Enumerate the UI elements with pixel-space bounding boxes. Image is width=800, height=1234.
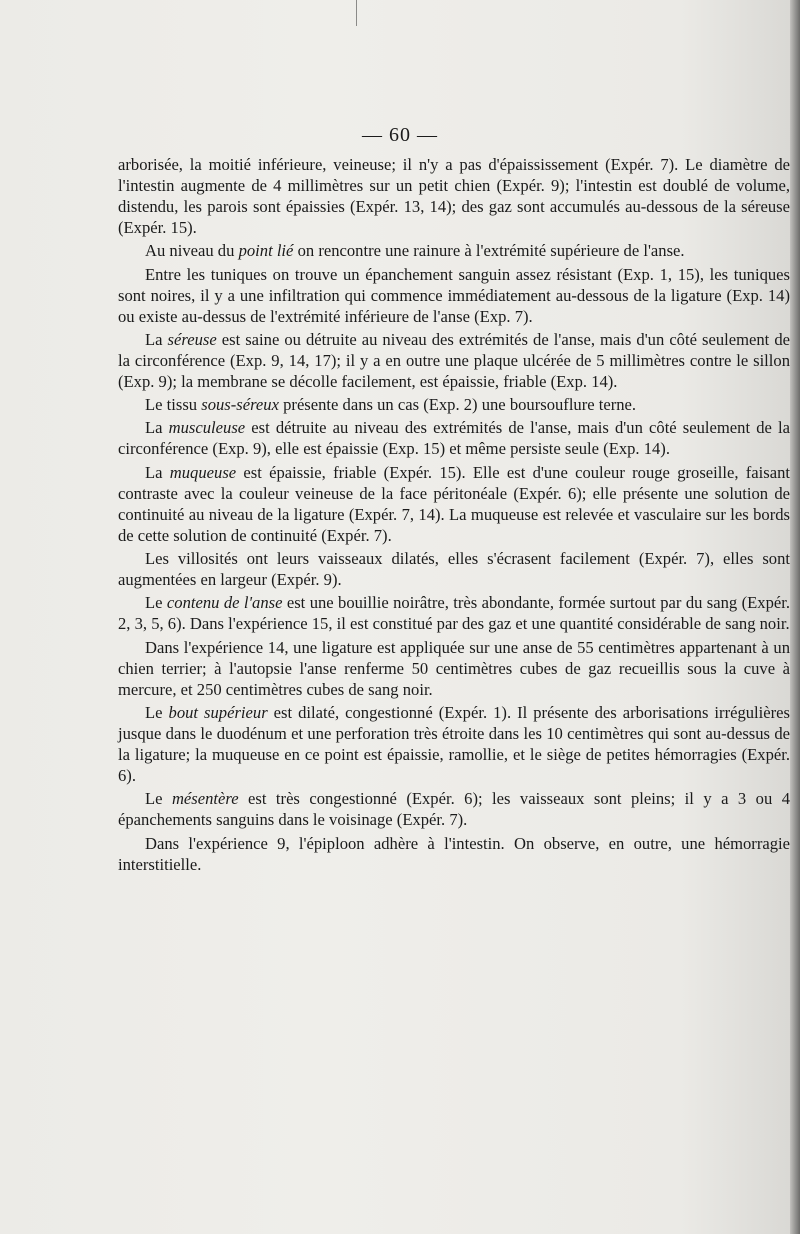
- paragraph: [118, 264, 790, 327]
- italic-term: bout supérieur: [168, 702, 268, 722]
- paragraph: [118, 592, 790, 634]
- paragraph: [118, 702, 790, 786]
- text-run: est épaissie, friable (Expér. 15). Elle est d'une couleur rouge groseille, faisant contraste avec la couleur veineuse de la face péritonéale (Expér. 6); elle présente une solution de continuité au niveau de la ligature (Expér. 7, 14). La muqueuse est relevée et vasculaire sur les bords de cette solution de continuité (Expér. 7).: [118, 462, 790, 545]
- paragraph: [118, 394, 790, 415]
- text-run: est une bouillie noirâtre, très abondante, formée surtout par du sang (Expér. 2, 3, 5, 6). Dans l'expérience 15, il est constitué par des gaz et une quantité considérable de sang noir.: [118, 593, 791, 634]
- text-run: Le: [145, 702, 169, 722]
- italic-term: contenu de l'anse: [166, 593, 283, 613]
- text-run: La: [145, 462, 170, 482]
- text-run: est dilaté, congestionné (Expér. 1). Il présente des arborisations irrégulières jusque dans le duodénum et une perforation très étroite dans les 10 centimètres qui sont au-dessus de la ligature; la muqueuse en ce point est épaissie, ramollie, et le siège de petites hémorragies (Expér. 6).: [118, 702, 790, 785]
- italic-term: mésentère: [171, 789, 239, 809]
- text-run: Le: [145, 593, 167, 613]
- page-edge-shadow: [790, 0, 800, 1234]
- italic-term: musculeuse: [168, 418, 246, 438]
- text-run: arborisée, la moitié inférieure, veineuse; il n'y a pas d'épaississement (Expér. 7). Le diamètre de l'intestin augmente de 4 millimètres sur un petit chien (Expér. 9); l'intestin est doublé de volume, distendu, les parois sont épaissies (Expér. 13, 14); des gaz sont accumulés au-dessous de la séreuse (Expér. 15).: [118, 155, 790, 237]
- text-run: est saine ou détruite au niveau des extrémités de l'anse, mais d'un côté seulement de la circonférence (Exp. 9, 14, 17); il y a en outre une plaque ulcérée de 5 millimètres contre le sillon (Exp. 9); la membrane se décolle facilement, est épaissie, friable (Exp. 14).: [118, 329, 790, 391]
- paragraph: [118, 548, 790, 590]
- paragraph: [118, 417, 790, 459]
- italic-term: séreuse: [167, 329, 217, 349]
- paragraph: [118, 154, 790, 238]
- scan-fold-line: [356, 0, 357, 26]
- paragraph: [118, 462, 790, 546]
- text-run: on rencontre une rainure à l'extrémité supérieure de l'anse.: [293, 241, 685, 261]
- text-run: présente dans un cas (Exp. 2) une boursouflure terne.: [278, 395, 637, 415]
- italic-term: sous-séreux: [201, 395, 279, 415]
- text-run: Le tissu: [145, 395, 202, 415]
- text-run: Dans l'expérience 14, une ligature est appliquée sur une anse de 55 centimètres appartenant à un chien terrier; à l'autopsie l'anse renferme 50 centimètres cubes de gaz recueillis sous la cuve à mercure, et 250 centimètres cubes de sang noir.: [118, 637, 790, 699]
- paragraph: [118, 788, 790, 830]
- text-run: Entre les tuniques on trouve un épanchement sanguin assez résistant (Exp. 1, 15), les tuniques sont noires, il y a une infiltration qui commence immédiatement au-dessous de la ligature (Exp. 14) ou existe au-dessus de l'extrémité inférieure de l'anse (Exp. 7).: [118, 264, 790, 326]
- text-run: Au niveau du: [145, 241, 239, 261]
- text-run: La: [145, 329, 168, 349]
- text-run: Le: [145, 789, 172, 809]
- text-run: est très congestionné (Expér. 6); les vaisseaux sont pleins; il y a 3 ou 4 épanchements sanguins dans le voisinage (Expér. 7).: [118, 789, 790, 830]
- paragraph: [118, 637, 790, 700]
- text-run: Les villosités ont leurs vaisseaux dilatés, elles s'écrasent facilement (Expér. 7), elles sont augmentées en largeur (Expér. 9).: [118, 549, 790, 590]
- paragraph: [118, 329, 790, 392]
- text-run: Dans l'expérience 9, l'épiploon adhère à l'intestin. On observe, en outre, une hémorragie interstitielle.: [118, 833, 790, 874]
- paragraph: [118, 833, 790, 875]
- body-text: [118, 154, 790, 877]
- text-run: La: [145, 418, 169, 438]
- text-run: est détruite au niveau des extrémités de l'anse, mais d'un côté seulement de la circonférence (Exp. 9), elle est épaissie (Exp. 15) et même persiste seule (Exp. 14).: [118, 418, 790, 459]
- paragraph: [118, 240, 790, 261]
- italic-term: point lié: [238, 241, 294, 261]
- page-number: — 60 —: [362, 124, 438, 146]
- italic-term: muqueuse: [169, 462, 237, 482]
